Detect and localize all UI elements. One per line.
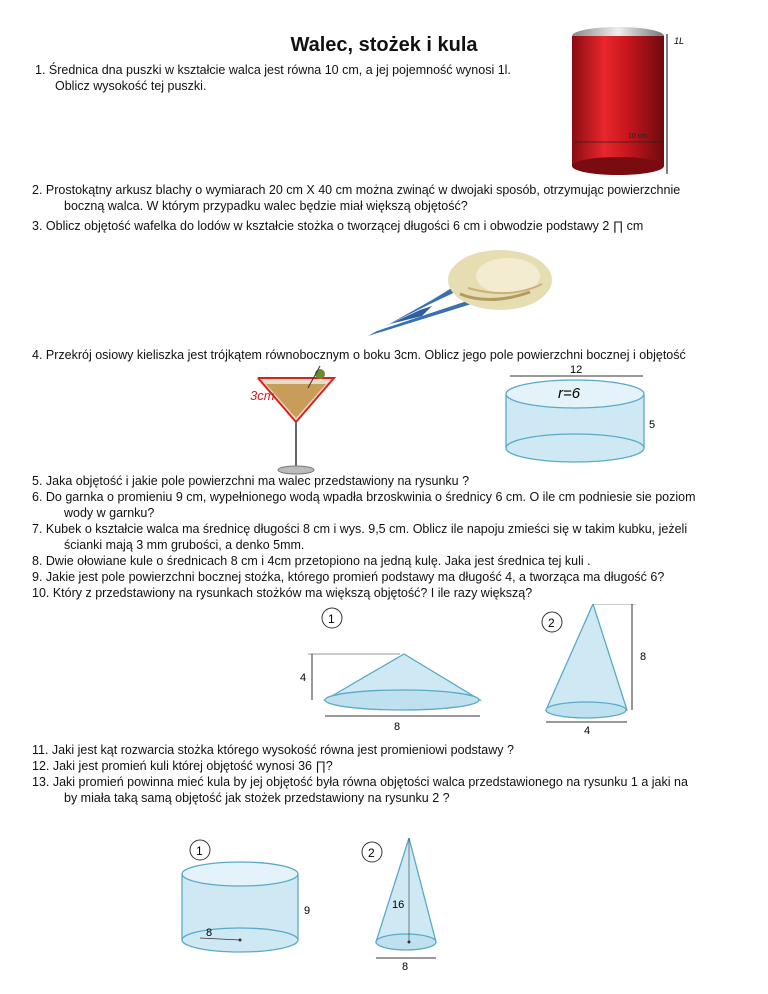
questions-11-13 [32,742,688,806]
fig13-cylinder-radius: 8 [206,927,213,939]
cocktail-glass-image [248,364,344,482]
cylinder-radius-label: r=6 [558,385,581,402]
can-diameter-label: 10 cm [628,133,648,140]
cone1-base-label: 8 [394,721,401,733]
question-6-line2: wody w garnku? [64,506,155,520]
fig13-cylinder-height: 9 [304,905,311,917]
cylinder-height-label: 5 [649,419,656,431]
figures-q13 [170,838,470,972]
soda-can-image [562,24,702,184]
cone2-height-label: 8 [640,651,647,663]
glass-side-label: 3cm [250,388,275,403]
question-8: 8. Dwie ołowiane kule o średnicach 8 cm i 4cm przetopiono na jedną kulę. Jaka jest średnica tej kuli . [32,554,591,568]
question-3: 3. Oblicz objętość wafelka do lodów w kształcie stożka o tworzącej długości 6 cm i obwodzie podstawy 2 ∏ cm [32,219,644,233]
cone1-height-label: 4 [300,672,307,684]
question-1 [35,62,511,94]
cone2-base-label: 4 [584,725,591,736]
fig13-cone-height: 16 [392,899,405,911]
cone2-number: 2 [548,616,555,630]
cone1-number: 1 [328,612,335,626]
question-2-line1: 2. Prostokątny arkusz blachy o wymiarach 20 cm X 40 cm można zwinąć w dwojaki sposób, otrzymując powierzchnie [32,183,681,197]
question-11: 11. Jaki jest kąt rozwarcia stożka którego wysokość równa jest promieniowi podstawy ? [32,743,514,757]
question-2-line2: boczną walca. W którym przypadku walec będzie miał większą objętość? [64,199,468,213]
fig13-cone-base: 8 [402,961,409,972]
cylinder-top-label: 12 [570,364,583,376]
question-13-line2: by miała taką samą objętość jak stożek przedstawiony na rysunku 2 ? [64,791,450,805]
question-9: 9. Jakie jest pole powierzchni bocznej stożka, którego promień podstawy ma długość 4, a tworząca ma długość 6? [32,570,665,584]
question-7-line1: 7. Kubek o kształcie walca ma średnicę długości 8 cm i wys. 9,5 cm. Oblicz ile napoju zmieści się w takim kubku, jeżeli [32,522,688,536]
question-4: 4. Przekrój osiowy kieliszka jest trójkątem równobocznym o boku 3cm. Oblicz jego pole powierzchni bocznej i objętość [32,348,686,362]
page-title: Walec, stożek i kula [290,34,478,56]
can-volume-label: 1L [674,36,685,46]
question-2 [32,182,680,214]
ice-cream-cone-image [360,244,560,344]
question-1-line2: Oblicz wysokość tej puszki. [55,79,207,93]
fig13-cylinder-number: 1 [196,844,203,858]
questions-5-10 [32,473,696,601]
question-13-line1: 13. Jaki promień powinna mieć kula by jej objętość była równa objętości walca przedstawionego na rysunku 1 a jaki na [32,775,688,789]
question-5: 5. Jaka objętość i jakie pole powierzchni ma walec przedstawiony na rysunku ? [32,474,470,488]
question-6-line1: 6. Do garnka o promieniu 9 cm, wypełnionego wodą wpadła brzoskwinia o średnicy 6 cm. O ile cm podniesie sie poziom [32,490,696,504]
question-12: 12. Jaki jest promień kuli której objętość wynosi 36 ∏? [32,759,333,773]
cylinder-figure-q5 [498,364,668,470]
question-7-line2: ścianki mają 3 mm grubości, a denko 5mm. [64,538,305,552]
question-10: 10. Który z przedstawiony na rysunkach stożków ma większą objętość? I ile razy większą? [32,586,533,600]
question-1-line1: 1. Średnica dna puszki w kształcie walca jest równa 10 cm, a jej pojemność wynosi 1l. [35,63,511,77]
fig13-cone-number: 2 [368,846,375,860]
cones-figure-q10 [290,604,670,736]
